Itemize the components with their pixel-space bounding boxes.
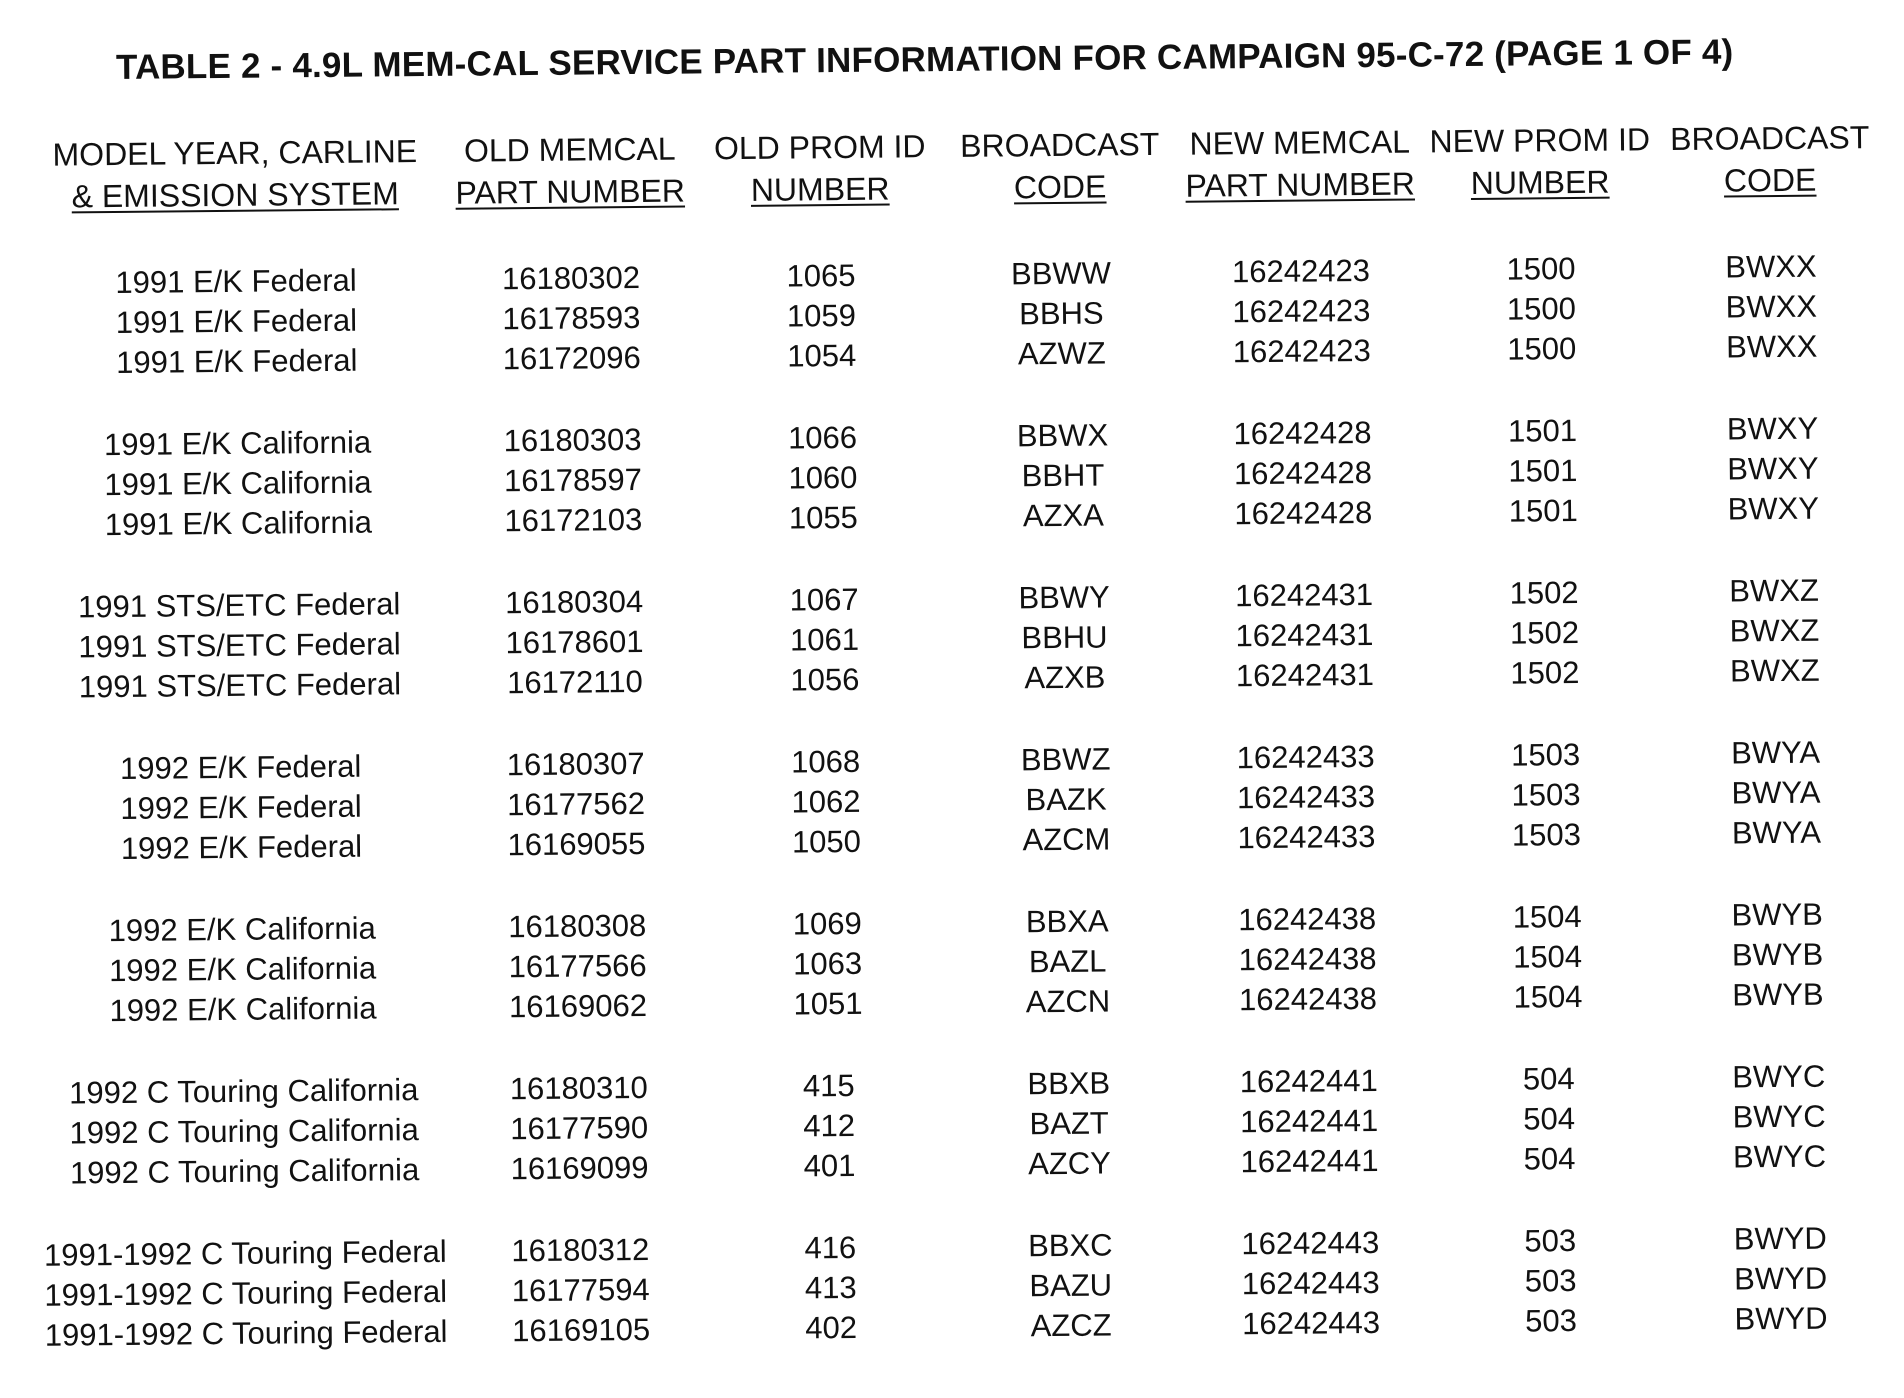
old-prom-cell: 1055 [788,499,858,536]
model-cell: 1991 E/K Federal [115,302,358,340]
old-prom-cell: 1051 [793,985,863,1022]
new-broadcast-cell: BWYA [1730,734,1821,771]
row-group [0,570,1904,708]
old-memcal-cell: 16178593 [502,299,641,337]
new-broadcast-cell: BWXZ [1729,612,1820,649]
old-prom-cell: 1063 [792,945,863,982]
model-cell: 1991-1992 C Touring Federal [44,1313,448,1353]
header-model-line1: MODEL YEAR, CARLINE [52,133,418,173]
new-memcal-cell: 16242428 [1233,414,1372,452]
new-prom-cell: 1504 [1512,898,1582,935]
model-cell: 1991 E/K California [103,424,372,463]
old-prom-cell: 415 [802,1067,855,1104]
row-group [1,732,1904,870]
new-memcal-cell: 16242433 [1237,818,1376,856]
model-cell: 1991 STS/ETC Federal [77,586,401,625]
new-memcal-cell: 16242441 [1239,1062,1378,1100]
old-broadcast-cell: BAZT [1029,1105,1109,1142]
model-cell: 1991 E/K California [104,464,372,503]
new-memcal-cell: 16242441 [1240,1102,1379,1140]
new-prom-cell: 503 [1524,1263,1577,1299]
header-old-broadcast [945,123,1176,209]
old-memcal-cell: 16172103 [504,501,643,539]
model-cell: 1991 E/K Federal [115,262,357,300]
new-prom-cell: 503 [1524,1223,1577,1259]
old-memcal-cell: 16177590 [510,1109,649,1147]
new-prom-cell: 1501 [1507,412,1578,449]
new-broadcast-cell: BWYA [1731,774,1821,811]
old-memcal-cell: 16169099 [510,1149,649,1187]
header-new-memcal-line2: PART NUMBER [1185,165,1416,204]
new-prom-cell: 1500 [1506,250,1576,287]
header-old-prom [695,125,946,211]
model-cell: 1991 STS/ETC Federal [78,666,402,705]
new-prom-cell: 1503 [1511,776,1581,813]
new-prom-cell: 1501 [1508,492,1578,529]
header-model [25,130,446,218]
header-new-prom-line1: NEW PROM ID [1429,121,1651,160]
old-broadcast-cell: BBXA [1025,903,1109,940]
row-group [5,1218,1904,1356]
new-prom-cell: 1502 [1509,614,1580,651]
header-old-memcal-line1: OLD MEMCAL [463,130,676,169]
new-prom-cell: 504 [1523,1101,1576,1137]
old-broadcast-cell: AZCY [1028,1145,1112,1182]
header-new-broadcast [1655,116,1886,202]
header-new-prom [1425,118,1656,204]
old-memcal-cell: 16180310 [509,1069,648,1107]
new-prom-cell: 1502 [1510,654,1580,691]
row-group [0,246,1901,384]
new-memcal-cell: 16242431 [1234,576,1374,614]
new-prom-cell: 1504 [1512,938,1583,975]
old-memcal-cell: 16169062 [508,987,648,1025]
model-cell: 1992 E/K California [108,910,376,949]
old-memcal-cell: 16180308 [508,907,647,945]
old-broadcast-cell: BAZK [1025,781,1107,818]
row-group [2,894,1904,1032]
new-broadcast-cell: BWYB [1732,976,1824,1013]
new-prom-cell: 1503 [1511,816,1582,853]
old-prom-cell: 402 [805,1309,858,1346]
model-cell: 1991 E/K Federal [116,342,358,380]
old-prom-cell: 1069 [792,905,862,942]
old-prom-cell: 1062 [791,783,861,820]
old-broadcast-cell: BBHU [1021,619,1108,656]
header-old-broadcast-line2: CODE [1013,168,1107,206]
new-memcal-cell: 16242423 [1232,332,1371,370]
header-old-broadcast-line1: BROADCAST [960,125,1160,164]
old-prom-cell: 1067 [789,581,859,618]
new-prom-cell: 1503 [1510,736,1581,773]
new-prom-cell: 1504 [1513,978,1583,1015]
old-prom-cell: 1056 [790,661,860,698]
old-broadcast-cell: BBXC [1027,1227,1113,1264]
old-broadcast-cell: BBWZ [1020,741,1111,778]
old-broadcast-cell: BBHT [1021,457,1105,494]
model-cell: 1991 STS/ETC Federal [78,626,401,665]
new-memcal-cell: 16242438 [1238,940,1377,978]
model-cell: 1992 E/K California [109,990,377,1029]
old-memcal-cell: 16180307 [506,745,645,783]
new-broadcast-cell: BWXX [1725,328,1818,365]
new-memcal-cell: 16242433 [1236,778,1376,816]
model-cell: 1992 E/K Federal [120,788,362,826]
old-broadcast-cell: BAZU [1029,1267,1113,1304]
new-broadcast-cell: BWXZ [1729,652,1820,689]
old-broadcast-cell: AZXB [1024,659,1106,696]
old-prom-cell: 416 [804,1229,857,1266]
new-broadcast-cell: BWYB [1731,896,1824,933]
model-cell: 1992 C Touring California [69,1072,419,1111]
old-memcal-cell: 16178601 [505,623,644,661]
new-memcal-cell: 16242438 [1238,900,1377,938]
new-memcal-cell: 16242443 [1241,1304,1381,1342]
old-broadcast-cell: BBWX [1016,417,1109,454]
new-memcal-cell: 16242428 [1233,454,1373,492]
new-broadcast-cell: BWYD [1734,1260,1828,1297]
model-cell: 1992 C Touring California [69,1112,419,1151]
model-cell: 1991 E/K California [104,504,373,543]
new-broadcast-cell: BWXY [1727,450,1819,487]
new-memcal-cell: 16242428 [1234,494,1373,532]
old-broadcast-cell: BBHS [1019,295,1104,332]
old-memcal-cell: 16172110 [506,663,643,701]
new-broadcast-cell: BWYC [1732,1058,1826,1095]
header-new-memcal [1175,120,1426,206]
old-memcal-cell: 16169055 [507,825,646,863]
old-broadcast-cell: BAZL [1028,943,1107,980]
new-broadcast-cell: BWXX [1725,248,1817,285]
new-broadcast-cell: BWXY [1726,410,1819,447]
header-new-memcal-line1: NEW MEMCAL [1189,123,1411,162]
new-memcal-cell: 16242443 [1241,1224,1380,1262]
old-broadcast-cell: AZWZ [1017,335,1106,372]
new-prom-cell: 504 [1522,1061,1575,1097]
new-broadcast-cell: BWYC [1732,1138,1827,1175]
model-cell: 1992 C Touring California [69,1152,420,1191]
new-broadcast-cell: BWYD [1734,1300,1828,1337]
header-model-line2: & EMISSION SYSTEM [71,175,399,215]
old-prom-cell: 1066 [787,419,858,456]
new-prom-cell: 503 [1525,1303,1578,1339]
new-broadcast-cell: BWXX [1725,288,1818,325]
old-memcal-cell: 16180312 [511,1231,650,1269]
old-broadcast-cell: BBWW [1010,255,1112,292]
model-cell: 1991-1992 C Touring Federal [44,1273,448,1313]
new-prom-cell: 1500 [1506,290,1577,327]
new-broadcast-cell: BWXY [1727,490,1820,527]
new-memcal-cell: 16242423 [1232,292,1371,330]
header-old-memcal [445,127,696,213]
row-group [0,408,1902,546]
old-prom-cell: 412 [803,1107,856,1144]
new-memcal-cell: 16242431 [1235,656,1375,694]
new-memcal-cell: 16242441 [1240,1142,1379,1180]
new-prom-cell: 1500 [1507,330,1577,367]
new-memcal-cell: 16242438 [1238,980,1378,1018]
header-new-prom-line2: NUMBER [1470,163,1610,201]
old-prom-cell: 1061 [789,621,860,658]
old-prom-cell: 413 [804,1269,857,1306]
old-memcal-cell: 16180303 [503,421,642,459]
old-prom-cell: 1059 [786,297,857,334]
table-title: TABLE 2 - 4.9L MEM-CAL SERVICE PART INFORMATION FOR CAMPAIGN 95-C-72 (PAGE 1 OF 4) [115,32,1734,87]
model-cell: 1991-1992 C Touring Federal [43,1233,447,1273]
table-body [0,246,1904,1398]
old-broadcast-cell: BBWY [1018,579,1110,616]
old-memcal-cell: 16169105 [511,1311,651,1349]
new-memcal-cell: 16242431 [1235,616,1374,654]
new-broadcast-cell: BWYB [1731,936,1824,973]
new-memcal-cell: 16242423 [1231,252,1371,290]
old-broadcast-cell: AZCZ [1030,1307,1112,1344]
old-memcal-cell: 16180304 [505,583,644,621]
row-group [4,1056,1904,1194]
old-prom-cell: 1054 [787,337,857,374]
model-cell: 1992 E/K Federal [119,748,362,786]
old-prom-cell: 1065 [786,257,856,294]
old-broadcast-cell: AZCN [1025,983,1111,1020]
model-cell: 1992 E/K Federal [120,828,363,866]
header-old-prom-line2: NUMBER [750,170,890,208]
old-broadcast-cell: AZXA [1022,497,1104,534]
new-memcal-cell: 16242443 [1241,1264,1380,1302]
header-old-prom-line1: OLD PROM ID [713,128,926,167]
old-prom-cell: 1050 [791,823,862,860]
new-broadcast-cell: BWXZ [1729,572,1820,609]
header-old-memcal-line2: PART NUMBER [455,172,686,211]
new-broadcast-cell: BWYA [1731,814,1822,851]
new-broadcast-cell: BWYC [1732,1098,1826,1135]
header-new-broadcast-line2: CODE [1723,161,1817,199]
old-prom-cell: 1060 [788,459,858,496]
old-memcal-cell: 16177594 [511,1271,650,1309]
old-memcal-cell: 16180302 [501,259,641,297]
new-broadcast-cell: BWYD [1733,1220,1827,1257]
model-cell: 1992 E/K California [108,950,377,989]
header-new-broadcast-line1: BROADCAST [1669,119,1870,158]
old-memcal-cell: 16177562 [506,785,646,823]
old-broadcast-cell: BBXB [1027,1065,1111,1102]
old-broadcast-cell: AZCM [1022,821,1111,858]
new-prom-cell: 504 [1523,1141,1576,1177]
old-memcal-cell: 16177566 [508,947,647,985]
new-prom-cell: 1502 [1509,574,1579,611]
new-prom-cell: 1501 [1508,452,1578,489]
old-memcal-cell: 16172096 [502,339,641,377]
new-memcal-cell: 16242433 [1236,738,1375,776]
old-memcal-cell: 16178597 [503,461,643,499]
old-prom-cell: 1068 [791,743,861,780]
old-prom-cell: 401 [803,1147,856,1184]
